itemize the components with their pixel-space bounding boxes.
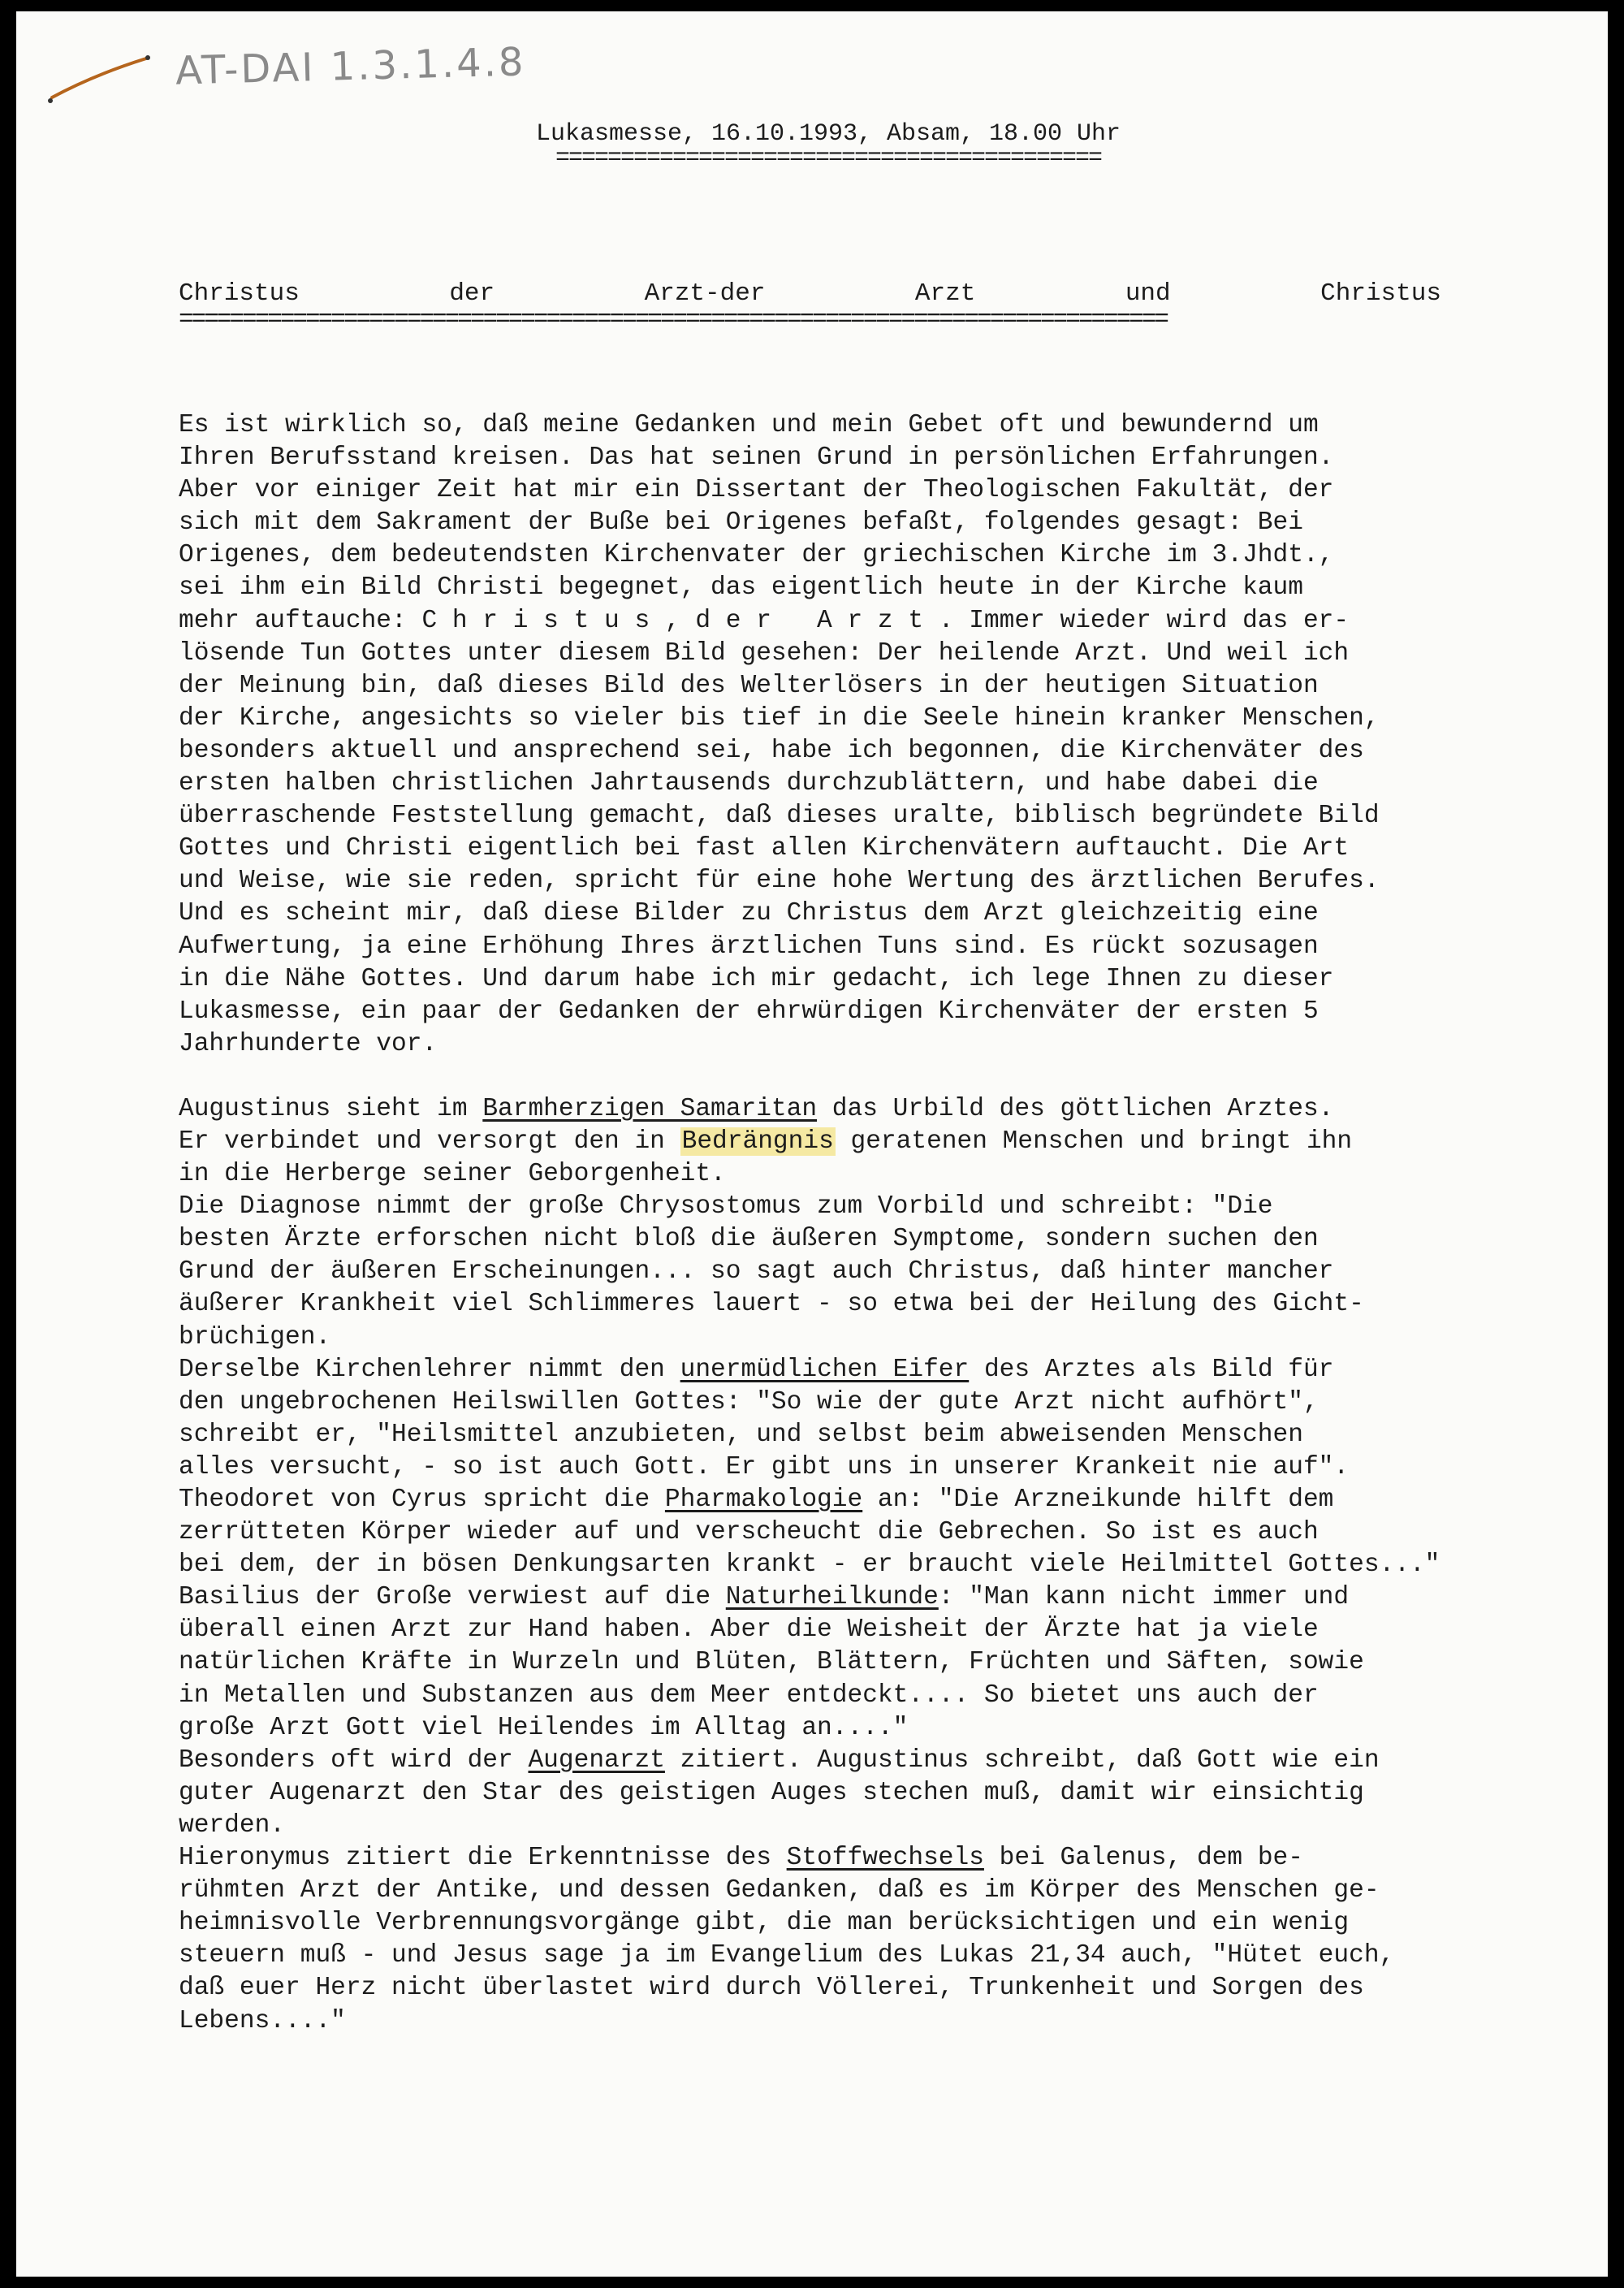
text-line: Lebens...." bbox=[179, 2006, 346, 2035]
underlined-term: unermüdlichen Eifer bbox=[680, 1355, 970, 1384]
underlined-term: Pharmakologie bbox=[664, 1486, 863, 1514]
text-line: Aufwertung, ja eine Erhöhung Ihres ärztlichen Tuns sind. Es rückt sozusagen bbox=[179, 932, 1319, 961]
text-line: der Kirche, angesichts so vieler bis tief in die Seele hinein kranker Menschen, bbox=[179, 703, 1380, 733]
title-word: und bbox=[1125, 279, 1171, 308]
text-line: ersten halben christlichen Jahrtausends durchzublättern, und habe dabei die bbox=[179, 769, 1319, 798]
title-word: Christus bbox=[1320, 279, 1441, 308]
underlined-term: Barmherzigen Samaritan bbox=[482, 1094, 818, 1123]
text-line: lösende Tun Gottes unter diesem Bild gesehen: Der heilende Arzt. Und weil ich bbox=[179, 638, 1350, 668]
text-line: Augustinus sieht im Barmherzigen Samaritan das Urbild des göttlichen Arztes. bbox=[179, 1094, 1334, 1123]
title-word: der bbox=[449, 279, 495, 308]
text-line: brüchigen. bbox=[179, 1322, 331, 1352]
text-line: besten Ärzte erforschen nicht bloß die äußeren Symptome, sondern suchen den bbox=[179, 1225, 1319, 1254]
text-line: Es ist wirklich so, daß meine Gedanken und mein Gebet oft und bewundernd um bbox=[179, 411, 1319, 439]
header-rule: ========================================== bbox=[555, 145, 1102, 172]
archive-signature: AT-DAI 1.3.1.4.8 bbox=[175, 39, 527, 94]
text-line: Er verbindet und versorgt den in Bedrängnis geratenen Menschen und bringt ihn bbox=[179, 1127, 1353, 1156]
text-line: zerrütteten Körper wieder auf und verscheucht die Gebrechen. So ist es auch bbox=[179, 1518, 1319, 1547]
document-body bbox=[179, 409, 1543, 2038]
pen-stroke-mark bbox=[45, 50, 151, 107]
text-line: Die Diagnose nimmt der große Chrysostomus zum Vorbild und schreibt: "Die bbox=[179, 1192, 1273, 1222]
text-line: sei ihm ein Bild Christi begegnet, das eigentlich heute in der Kirche kaum bbox=[179, 573, 1303, 603]
text-line: rühmten Arzt der Antike, und dessen Gedanken, daß es im Körper des Menschen ge- bbox=[179, 1876, 1380, 1905]
text-line: Besonders oft wird der Augenarzt zitiert. Augustinus schreibt, daß Gott wie ein bbox=[179, 1745, 1380, 1775]
text-line: der Meinung bin, daß dieses Bild des Welterlösers in der heutigen Situation bbox=[179, 671, 1319, 700]
document-header bbox=[16, 120, 1608, 172]
text-line: Basilius der Große verwiest auf die Naturheilkunde: "Man kann nicht immer und bbox=[179, 1583, 1350, 1612]
text-line: steuern muß - und Jesus sage ja im Evangelium des Lukas 21,34 auch, "Hütet euch, bbox=[179, 1941, 1395, 1970]
title-word: Christus bbox=[179, 279, 300, 308]
text-line: den ungebrochenen Heilswillen Gottes: "So wie der gute Arzt nicht aufhört", bbox=[179, 1387, 1319, 1416]
text-line: heimnisvolle Verbrennungsvorgänge gibt, die man berücksichtigen und ein wenig bbox=[179, 1909, 1350, 1938]
text-line: in Metallen und Substanzen aus dem Meer entdeckt.... So bietet uns auch der bbox=[179, 1680, 1319, 1710]
underlined-term: Naturheilkunde bbox=[725, 1583, 939, 1612]
text-line: alles versucht, - so ist auch Gott. Er gibt uns in unserer Krankeit nie auf". bbox=[179, 1452, 1350, 1481]
text-line: Gottes und Christi eigentlich bei fast allen Kirchenvätern auftaucht. Die Art bbox=[179, 834, 1350, 863]
text-line: äußerer Krankheit viel Schlimmeres lauert - so etwa bei der Heilung des Gicht- bbox=[179, 1290, 1364, 1319]
text-line: Origenes, dem bedeutendsten Kirchenvater der griechischen Kirche im 3.Jhdt., bbox=[179, 541, 1334, 570]
title-rule: ============================================================================== bbox=[179, 312, 1168, 328]
underlined-term: Stoffwechsels bbox=[786, 1844, 984, 1873]
text-line: Grund der äußeren Erscheinungen... so sagt auch Christus, daß hinter mancher bbox=[179, 1257, 1334, 1287]
text-line: Ihren Berufsstand kreisen. Das hat seinen Grund in persönlichen Erfahrungen. bbox=[179, 443, 1334, 473]
text-line: guter Augenarzt den Star des geistigen Auges stechen muß, damit wir einsichtig bbox=[179, 1778, 1364, 1807]
text-line: große Arzt Gott viel Heilendes im Alltag an...." bbox=[179, 1713, 909, 1742]
text-line: werden. bbox=[179, 1810, 286, 1840]
text-line: Lukasmesse, ein paar der Gedanken der ehrwürdigen Kirchenväter der ersten 5 bbox=[179, 997, 1319, 1026]
highlighted-term: Bedrängnis bbox=[681, 1127, 834, 1156]
text-line: daß euer Herz nicht überlastet wird durch Völlerei, Trunkenheit und Sorgen des bbox=[179, 1974, 1364, 2003]
text-line: Theodoret von Cyrus spricht die Pharmakologie an: "Die Arzneikunde hilft dem bbox=[179, 1486, 1334, 1514]
paragraph-introduction bbox=[179, 409, 1543, 1061]
document-page bbox=[16, 11, 1608, 2277]
text-line: besonders aktuell und ansprechend sei, habe ich begonnen, die Kirchenväter des bbox=[179, 736, 1364, 765]
text-line: bei dem, der in bösen Denkungsarten krankt - er braucht viele Heilmittel Gottes..." bbox=[179, 1551, 1440, 1580]
text-line: Aber vor einiger Zeit hat mir ein Dissertant der Theologischen Fakultät, der bbox=[179, 476, 1334, 505]
text-line: Hieronymus zitiert die Erkenntnisse des Stoffwechsels bei Galenus, dem be- bbox=[179, 1844, 1303, 1873]
text-line: Jahrhunderte vor. bbox=[179, 1029, 438, 1058]
text-line: überraschende Feststellung gemacht, daß dieses uralte, biblisch begründete Bild bbox=[179, 802, 1380, 831]
text-line: und Weise, wie sie reden, spricht für eine hohe Wertung des ärztlichen Berufes. bbox=[179, 867, 1380, 896]
paragraph-church-fathers bbox=[179, 1093, 1543, 2038]
text-line: Derselbe Kirchenlehrer nimmt den unermüdlichen Eifer des Arztes als Bild für bbox=[179, 1355, 1334, 1384]
text-line: überall einen Arzt zur Hand haben. Aber die Weisheit der Ärzte hat ja viele bbox=[179, 1615, 1319, 1645]
text-line: schreibt er, "Heilsmittel anzubieten, und selbst beim abweisenden Menschen bbox=[179, 1420, 1303, 1449]
text-line: sich mit dem Sakrament der Buße bei Origenes befaßt, folgendes gesagt: Bei bbox=[179, 508, 1303, 538]
text-line: mehr auftauche: C h r i s t u s , d e r A r z t . Immer wieder wird das er- bbox=[179, 606, 1350, 635]
document-title bbox=[179, 279, 1441, 308]
underlined-term: Augenarzt bbox=[528, 1745, 665, 1775]
title-word: Arzt bbox=[914, 279, 976, 308]
text-line: in die Herberge seiner Geborgenheit. bbox=[179, 1160, 726, 1189]
text-line: natürlichen Kräfte in Wurzeln und Blüten, Blättern, Früchten und Säften, sowie bbox=[179, 1648, 1364, 1677]
title-word: Arzt-der bbox=[644, 279, 766, 308]
text-line: in die Nähe Gottes. Und darum habe ich mir gedacht, ich lege Ihnen zu dieser bbox=[179, 964, 1334, 993]
event-line: Lukasmesse, 16.10.1993, Absam, 18.00 Uhr bbox=[535, 120, 1121, 148]
text-line: Und es scheint mir, daß diese Bilder zu Christus dem Arzt gleichzeitig eine bbox=[179, 899, 1319, 928]
